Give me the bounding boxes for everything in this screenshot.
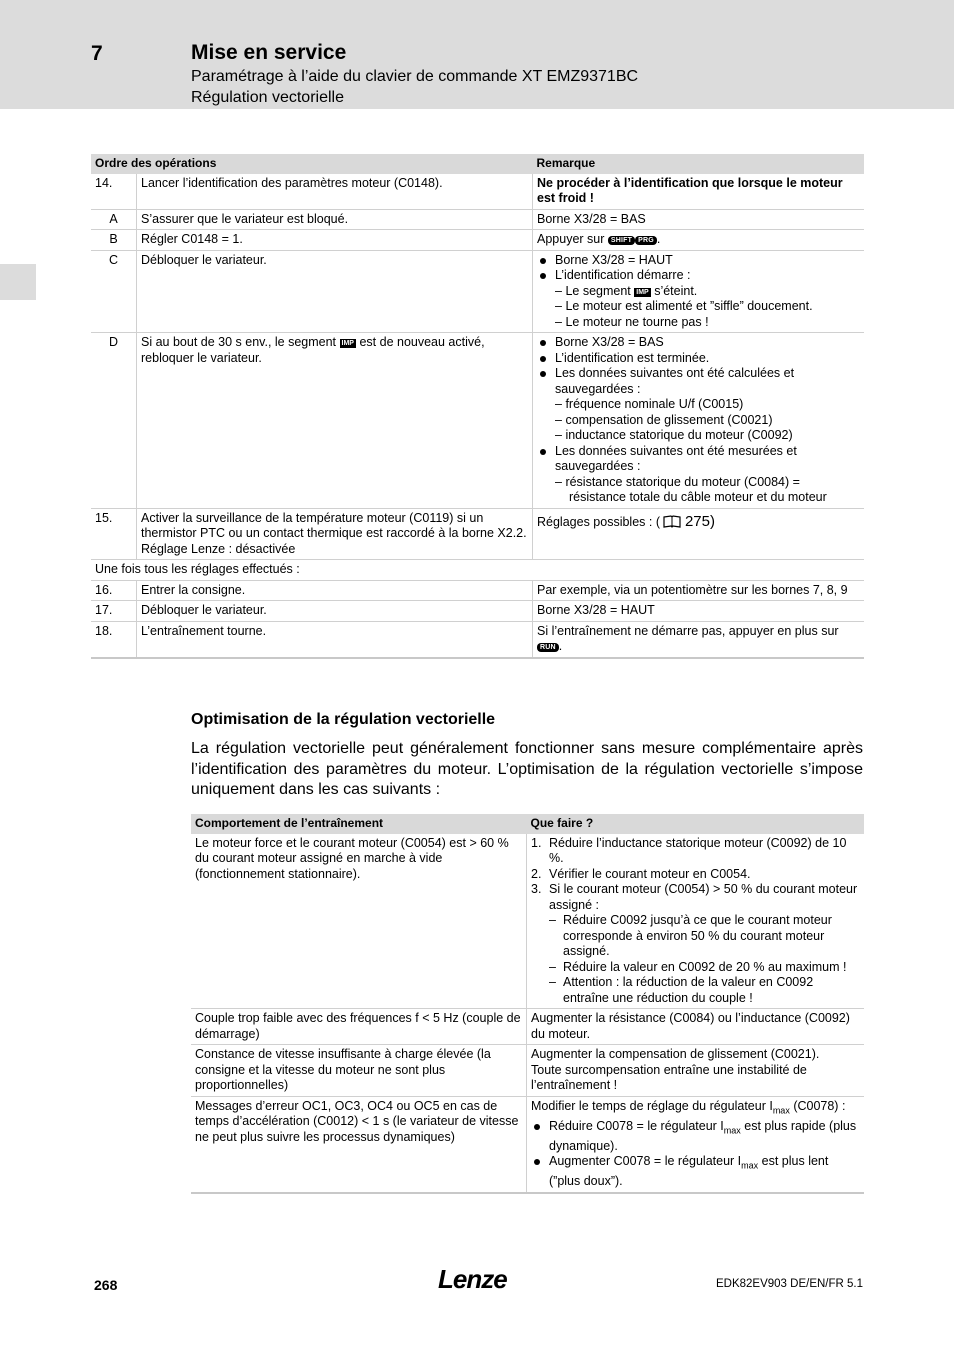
table-row xyxy=(91,174,864,210)
step-text-main: Activer la surveillance de la température moteur (C0119) si un thermistor PTC ou un contact thermique est raccordé à la borne X2.2. xyxy=(141,510,527,540)
column-header-behavior: Comportement de l’entraînement xyxy=(191,814,527,834)
list-text: Si le courant moteur (C0054) > 50 % du courant moteur assigné : xyxy=(549,882,858,912)
action-text-part: (C0078) : xyxy=(793,1098,846,1113)
dash-item: – fréquence nominale U/f (C0015) xyxy=(555,397,744,411)
table-row xyxy=(91,333,864,509)
step-remark: Borne X3/28 = HAUT xyxy=(533,601,865,622)
bullet-item xyxy=(537,268,860,330)
dash-text: compensation de glissement (C0021) xyxy=(565,412,773,427)
dash-item: – Le segment IMP s’éteint. xyxy=(555,283,698,298)
bullet-text: Réduire C0078 = le régulateur I xyxy=(549,1118,724,1133)
dash-item: – Le moteur est alimenté et ”siffle” doucement. xyxy=(555,299,813,313)
dash-item: – résistance statorique du moteur (C0084) = xyxy=(555,474,800,489)
step-text: S’assurer que le variateur est bloqué. xyxy=(137,209,533,230)
bullet-list xyxy=(531,1119,860,1190)
warning-remark: Ne procéder à l’identification que lorsque le moteur est froid ! xyxy=(537,175,843,205)
lenze-logo-icon xyxy=(438,1264,516,1294)
step-remark xyxy=(533,508,865,560)
run-key-icon: RUN xyxy=(537,643,559,652)
dash-text: résistance statorique du moteur (C0084) = xyxy=(565,474,800,489)
action-text-part: Modifier le temps de réglage du régulateur I xyxy=(531,1098,773,1113)
step-letter: D xyxy=(91,333,137,509)
table-row xyxy=(91,250,864,333)
remark-text: Si l’entraînement ne démarre pas, appuyer en plus sur xyxy=(537,623,839,638)
dash-item: – Réduire la valeur en C0092 de 20 % au maximum ! xyxy=(549,959,847,974)
header-band xyxy=(0,0,954,109)
step-text: Lancer l’identification des paramètres moteur (C0148). xyxy=(137,174,533,210)
action-cell xyxy=(527,1096,865,1193)
shift-key-icon: SHIFT xyxy=(608,236,635,245)
list-text: Réduire l’inductance statorique moteur (C0092) de 10 %. xyxy=(549,835,847,865)
imp-segment-icon: IMP xyxy=(636,288,649,296)
table-row xyxy=(191,1045,864,1097)
dash-item: – Le moteur ne tourne pas ! xyxy=(555,314,709,329)
table-row xyxy=(91,209,864,230)
step-remark xyxy=(533,250,865,333)
step-text-part: est de nouveau activé, rebloquer le variateur. xyxy=(141,335,485,365)
chapter-title: Mise en service xyxy=(191,41,347,64)
step-letter: A xyxy=(91,209,137,230)
list-number: 3. xyxy=(531,882,542,896)
table-row xyxy=(191,1009,864,1045)
dash-item-continued: résistance totale du câble moteur et du moteur xyxy=(569,490,827,504)
action-text: Augmenter la compensation de glissement (C0021). xyxy=(531,1047,820,1061)
bullet-list xyxy=(537,253,860,331)
remark-suffix: . xyxy=(558,639,563,653)
behavior-cell: Le moteur force et le courant moteur (C0054) est > 60 % du courant moteur assigné en marche à vide (fonctionnement stationnaire). xyxy=(191,834,527,1009)
dash-text: Réduire la valeur en C0092 de 20 % au maximum ! xyxy=(563,959,847,974)
dash-text: Attention : la réduction de la valeur en C0092 entraîne une réduction du couple ! xyxy=(563,975,814,1005)
bullet-text: Les données suivantes ont été calculées et sauvegardées : xyxy=(555,366,795,396)
chapter-side-tab xyxy=(0,264,36,300)
dash-text: Le moteur est alimenté et ”siffle” doucement. xyxy=(565,299,813,313)
dash-item: – Attention : la réduction de la valeur en C0092 entraîne une réduction du couple ! xyxy=(549,975,814,1005)
action-text: Toute surcompensation entraîne une instabilité de l’entraînement ! xyxy=(531,1062,807,1092)
table-row xyxy=(91,508,864,560)
subscript: max xyxy=(723,1125,741,1135)
column-header-action: Que faire ? xyxy=(527,814,865,834)
step-number: 14. xyxy=(91,174,137,210)
behavior-cell: Constance de vitesse insuffisante à charge élevée (la consigne et la vitesse du moteur ne sont plus proportionnelles) xyxy=(191,1045,527,1097)
list-number: 1. xyxy=(531,835,542,850)
subscript: max xyxy=(772,1105,790,1115)
chapter-subtitle-2: Régulation vectorielle xyxy=(191,89,344,106)
remark-text: Appuyer sur xyxy=(537,232,605,246)
step-number: 16. xyxy=(91,580,137,601)
dash-text: Le moteur ne tourne pas ! xyxy=(565,314,709,329)
table-row xyxy=(91,560,864,581)
bullet-text: Augmenter C0078 = le régulateur I xyxy=(549,1154,742,1168)
action-text xyxy=(531,1099,860,1119)
page-number: 268 xyxy=(94,1277,118,1293)
dash-text: Le segment xyxy=(565,283,631,298)
step-text xyxy=(137,333,533,509)
intro-paragraph: La régulation vectorielle peut généralement fonctionner sans mesure complémentaire après l’identification des paramètres du moteur. L’optimisation de la régulation vectorielle s’impose uniquement dans les cas suivants : xyxy=(191,740,863,798)
step-letter: C xyxy=(91,250,137,333)
section-title: Optimisation de la régulation vectorielle xyxy=(191,711,496,728)
list-item xyxy=(531,867,860,883)
step-text: Régler C0148 = 1. xyxy=(137,230,533,251)
imp-segment-icon: IMP xyxy=(341,340,354,347)
dash-item: – Réduire C0092 jusqu’à ce que le courant moteur corresponde à environ 50 % du courant moteur assigné. xyxy=(549,913,832,958)
step-remark xyxy=(533,230,865,251)
table-header-row xyxy=(91,154,864,174)
step-remark xyxy=(533,621,865,658)
list-number: 2. xyxy=(531,866,542,881)
bullet-text: est plus rapide (plus dynamique). xyxy=(549,1118,857,1153)
step-text: L’entraînement tourne. xyxy=(137,621,533,658)
column-header-remark: Remarque xyxy=(533,154,865,174)
bullet-item xyxy=(537,366,860,444)
bullet-item xyxy=(531,1119,860,1155)
step-letter: B xyxy=(91,230,137,251)
step-text: Entrer la consigne. xyxy=(137,580,533,601)
optimization-table xyxy=(191,814,864,1194)
lenze-logo xyxy=(438,1264,516,1299)
dash-text: Réduire C0092 jusqu’à ce que le courant moteur corresponde à environ 50 % du courant moteur assigné. xyxy=(563,913,832,958)
dash-text: s’éteint. xyxy=(654,283,698,298)
remark-suffix: . xyxy=(656,232,661,246)
column-header-operations: Ordre des opérations xyxy=(91,154,533,174)
bullet-list xyxy=(537,335,860,506)
bullet-item: Borne X3/28 = BAS xyxy=(537,335,860,351)
operations-table xyxy=(91,154,864,659)
step-text-part: Si au bout de 30 s env., le segment xyxy=(141,335,337,349)
dash-text: inductance statorique du moteur (C0092) xyxy=(565,428,793,442)
behavior-cell: Messages d’erreur OC1, OC3, OC4 ou OC5 en cas de temps d’accélération (C0012) < 1 s (le variateur de vitesse ne peut plus suivre les processus dynamiques) xyxy=(191,1096,527,1193)
step-text xyxy=(137,508,533,560)
chapter-subtitle-1: Paramétrage à l’aide du clavier de commande XT EMZ9371BC xyxy=(191,68,639,85)
intermediate-note: Une fois tous les réglages effectués : xyxy=(91,560,864,581)
step-text: Débloquer le variateur. xyxy=(137,601,533,622)
step-remark: Par exemple, via un potentiomètre sur les bornes 7, 8, 9 xyxy=(533,580,865,601)
chapter-number: 7 xyxy=(91,42,103,65)
prg-key-icon: PRG xyxy=(635,236,657,245)
bullet-item xyxy=(531,1154,860,1190)
table-row xyxy=(91,580,864,601)
subscript: max xyxy=(741,1160,759,1171)
behavior-cell: Couple trop faible avec des fréquences f < 5 Hz (couple de démarrage) xyxy=(191,1009,527,1045)
step-number: 17. xyxy=(91,601,137,622)
step-remark xyxy=(533,174,865,210)
bullet-text: Les données suivantes ont été mesurées et sauvegardées : xyxy=(555,443,797,473)
page-reference: 275) xyxy=(684,512,715,530)
bullet-item xyxy=(537,444,860,506)
remark-text: Réglages possibles : ( xyxy=(537,514,660,529)
list-text: Vérifier le courant moteur en C0054. xyxy=(549,866,751,881)
bullet-item: L’identification est terminée. xyxy=(537,351,860,367)
action-cell: Augmenter la résistance (C0084) ou l’inductance (C0092) du moteur. xyxy=(527,1009,865,1045)
action-cell xyxy=(527,1045,865,1097)
bullet-text: est plus lent (”plus doux”). xyxy=(549,1154,829,1188)
numbered-list xyxy=(531,836,860,1007)
table-row xyxy=(91,230,864,251)
step-text: Débloquer le variateur. xyxy=(137,250,533,333)
step-number: 18. xyxy=(91,621,137,658)
list-item xyxy=(531,882,860,1006)
logo-wordmark: Lenze xyxy=(438,1264,507,1294)
action-cell xyxy=(527,834,865,1009)
document-reference: EDK82EV903 DE/EN/FR 5.1 xyxy=(715,1278,863,1290)
table-row xyxy=(191,834,864,1009)
table-row xyxy=(91,601,864,622)
table-row xyxy=(191,1096,864,1193)
dash-item: – compensation de glissement (C0021) xyxy=(555,412,773,427)
step-number: 15. xyxy=(91,508,137,560)
bullet-text: L’identification démarre : xyxy=(555,268,691,282)
book-reference-icon xyxy=(663,515,681,528)
lenze-setting: Réglage Lenze : désactivée xyxy=(141,541,296,556)
dash-item: – inductance statorique du moteur (C0092) xyxy=(555,428,793,442)
bullet-item: Borne X3/28 = HAUT xyxy=(537,253,860,269)
table-row xyxy=(91,621,864,658)
step-remark xyxy=(533,333,865,509)
dash-text: fréquence nominale U/f (C0015) xyxy=(565,397,744,411)
step-remark: Borne X3/28 = BAS xyxy=(533,209,865,230)
list-item xyxy=(531,836,860,867)
table-header-row xyxy=(191,814,864,834)
